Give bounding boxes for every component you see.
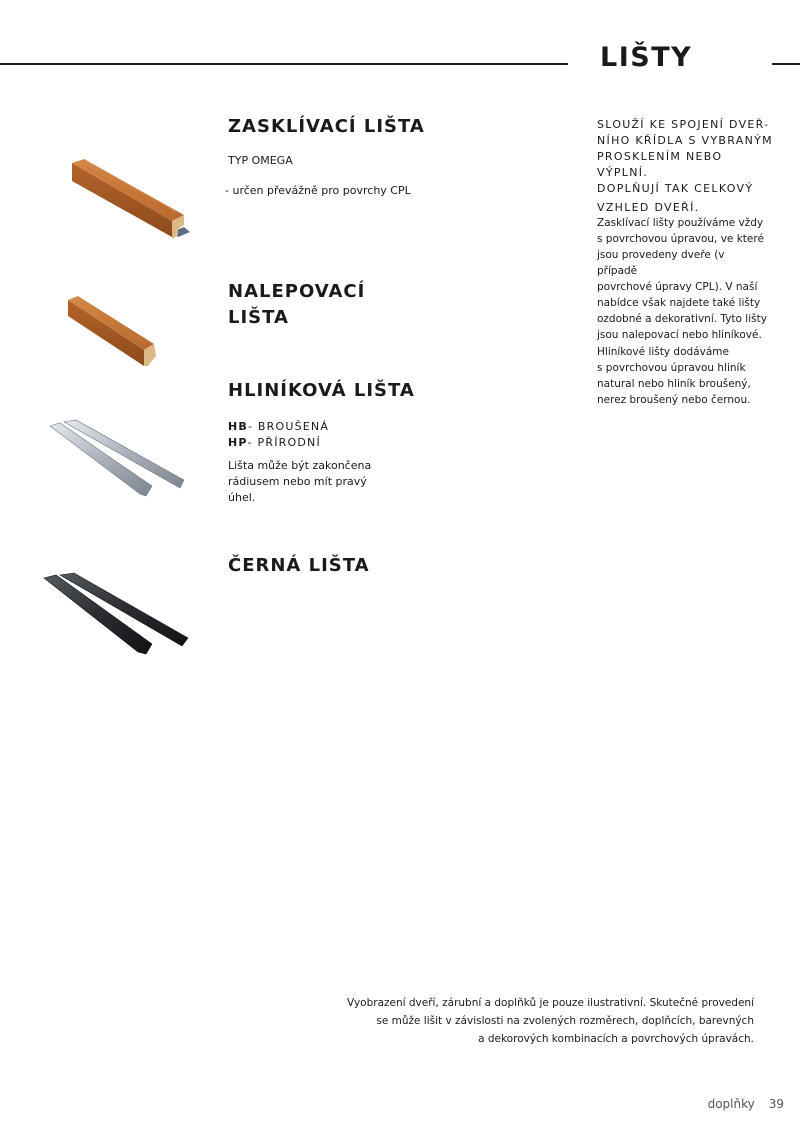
side-lead-line: SLOUŽÍ KE SPOJENÍ DVEŘ- — [597, 118, 770, 131]
side-paragraph-1 — [597, 215, 767, 343]
side-para1-line: ozdobné a dekorativní. Tyto lišty — [597, 313, 767, 325]
hlinikova-hb-line — [228, 419, 329, 435]
wood-omega-strip-illustration — [66, 155, 196, 250]
hlinikova-hp-line — [228, 435, 321, 451]
side-para1-line: povrchové úpravy CPL). V naší — [597, 281, 758, 293]
side-lead-line: DOPLŇUJÍ TAK CELKOVÝ — [597, 182, 754, 195]
disclaimer-line: se může lišit v závislosti na zvolených rozměrech, doplňcích, barevných — [376, 1015, 754, 1027]
side-para1-line: s povrchovou úpravou, ve které — [597, 233, 764, 245]
side-lead-line: NÍHO KŘÍDLA S VYBRANÝM — [597, 134, 773, 147]
side-para1-line: jsou provedeny dveře (v případě — [597, 249, 725, 277]
page-footer — [708, 1097, 784, 1111]
side-para2-line: natural nebo hliník broušený, — [597, 378, 751, 390]
hlinikova-desc-line: Lišta může být zakončena — [228, 459, 372, 472]
hlinikova-desc-line: rádiusem nebo mít pravý — [228, 475, 367, 488]
nalepovaci-title — [228, 279, 365, 331]
hb-label: - BROUŠENÁ — [248, 420, 330, 433]
side-para2-line: nerez broušený nebo černou. — [597, 394, 751, 406]
side-para1-line: nabídce však najdete také lišty — [597, 297, 761, 309]
header-rule-right — [772, 63, 800, 65]
side-paragraph-2 — [597, 344, 767, 408]
side-lead-line: PROSKLENÍM NEBO VÝPLNÍ. — [597, 150, 723, 179]
page-title: LIŠTY — [600, 42, 693, 73]
disclaimer-line: Vyobrazení dveří, zárubní a doplňků je pouze ilustrativní. Skutečné provedení — [347, 997, 754, 1009]
side-para1-line: jsou nalepovací nebo hliníkové. — [597, 329, 762, 341]
page-number: 39 — [768, 1097, 784, 1111]
aluminium-strip-illustration — [48, 418, 188, 500]
zasklivaci-type: TYP OMEGA — [228, 154, 293, 167]
side-lead-text — [597, 117, 777, 216]
disclaimer-line: a dekorových kombinacích a povrchových úpravách. — [478, 1033, 754, 1045]
nalepovaci-title-line1: NALEPOVACÍ — [228, 281, 366, 302]
header-rule-left — [0, 63, 568, 65]
wood-stick-on-strip-illustration — [62, 292, 162, 377]
hp-label: - PŘÍRODNÍ — [247, 436, 321, 449]
disclaimer — [334, 994, 754, 1048]
hlinikova-title: HLINÍKOVÁ LIŠTA — [228, 380, 415, 401]
cerna-title: ČERNÁ LIŠTA — [228, 555, 370, 576]
side-para1-line: Zasklívací lišty používáme vždy — [597, 217, 764, 229]
footer-section-label: doplňky — [707, 1097, 755, 1111]
hb-code: HB — [228, 420, 248, 433]
zasklivaci-title: ZASKLÍVACÍ LIŠTA — [228, 116, 425, 137]
nalepovaci-title-line2: LIŠTA — [228, 307, 289, 328]
zasklivaci-note: - určen převážně pro povrchy CPL — [225, 184, 411, 197]
side-para2-line: s povrchovou úpravou hliník — [597, 362, 746, 374]
hlinikova-desc-line: úhel. — [228, 491, 256, 504]
side-lead-line: VZHLED DVEŘÍ. — [597, 201, 700, 214]
hp-code: HP — [228, 436, 248, 449]
side-para2-line: Hliníkové lišty dodáváme — [597, 346, 729, 358]
hlinikova-description — [228, 458, 371, 506]
black-strip-illustration — [42, 572, 192, 657]
